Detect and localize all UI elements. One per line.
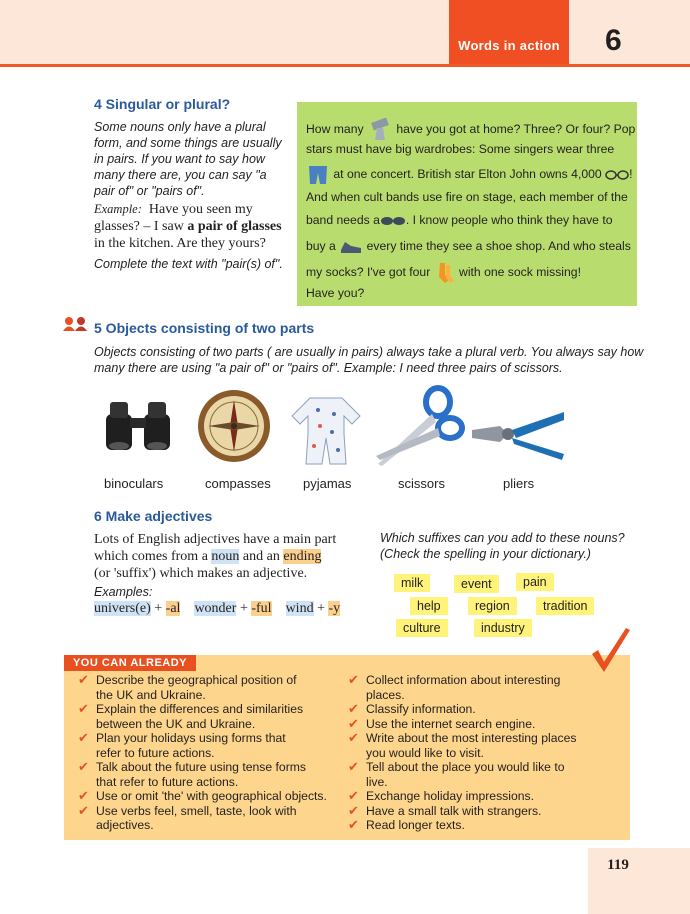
tie-icon [367, 118, 393, 142]
socks-icon [434, 262, 456, 284]
skill-item [346, 760, 616, 789]
ex6-question [380, 530, 650, 562]
skill-item [76, 804, 354, 833]
examples-row [94, 600, 340, 617]
skill-item [346, 804, 616, 819]
text-line-2 [306, 142, 614, 156]
skill-line: Classify information. [366, 702, 476, 716]
noun-chip: help [410, 597, 448, 615]
example-noun: univers(e) [94, 601, 151, 616]
scissors-image [372, 384, 468, 468]
example-suffix: -al [165, 601, 181, 616]
pair-work-icon [62, 316, 88, 332]
question-line: Which suffixes can you add to these nouns? [380, 531, 625, 545]
skill-line: live. [366, 774, 388, 789]
text-line-5 [306, 213, 613, 227]
ex4-task: Complete the text with "pair(s) of". [94, 257, 283, 271]
skill-line: Tell about the place you would like to [366, 760, 565, 774]
ex4-intro [94, 119, 294, 199]
skill-line: Have a small talk with strangers. [366, 803, 542, 818]
skill-line: Use or omit 'the' with geographical objects. [96, 789, 327, 803]
ex4-heading: 4 Singular or plural? [94, 96, 231, 112]
noun-chip: pain [516, 573, 554, 591]
plus-sign: + [154, 601, 163, 616]
pyjamas-image [290, 394, 362, 466]
noun-chip: event [454, 575, 499, 593]
binoculars-image [100, 400, 178, 452]
text-seg: band needs a [306, 213, 380, 227]
ex6-text-seg: and an [242, 549, 280, 564]
examples-label: Examples: [94, 585, 153, 599]
ex4-intro-line: Some nouns only have a plural [94, 120, 266, 134]
label-binoculars: binoculars [104, 476, 164, 491]
text-seg: . I know people who think they have to [405, 213, 613, 227]
ex4-intro-line: pair of" or "pairs of". [94, 184, 205, 198]
skill-item [346, 818, 616, 833]
example-noun: wind [285, 601, 314, 616]
skill-item [346, 717, 616, 732]
text-seg: How many [306, 122, 364, 137]
ex5-heading: 5 Objects consisting of two parts [94, 320, 315, 336]
text-line-3 [306, 164, 632, 186]
unit-title: Words in action [458, 38, 560, 53]
question-line: (Check the spelling in your dictionary.) [380, 547, 591, 561]
skill-line: between the UK and Ukraine. [96, 716, 256, 731]
noun-chip: tradition [536, 597, 594, 615]
highlight-ending: ending [283, 549, 322, 564]
text-seg: with one sock missing! [459, 265, 581, 280]
example-suffix: -y [328, 601, 341, 616]
example-label: Example: [94, 202, 142, 216]
skill-item [76, 673, 354, 702]
ex5-text-line: many there are using "a pair of" or "pairs of". Example: I need three pairs of scissors. [94, 361, 563, 375]
example-text: glasses? – I saw [94, 219, 184, 234]
skill-line: Write about the most interesting places [366, 731, 577, 745]
skill-line: Talk about the future using tense forms [96, 760, 307, 774]
noun-chip: industry [474, 619, 532, 637]
skill-item [346, 702, 616, 717]
highlight-noun: noun [211, 549, 240, 564]
skill-item [346, 731, 616, 760]
noun-chip: milk [394, 574, 430, 592]
label-scissors: scissors [398, 476, 445, 491]
skill-line: Explain the differences and similarities [96, 702, 304, 716]
ex6-heading: 6 Make adjectives [94, 508, 213, 524]
skill-line: Use verbs feel, smell, taste, look with [96, 803, 297, 818]
skill-line: Describe the geographical position of [96, 673, 297, 687]
plus-sign: + [317, 601, 325, 616]
text-seg: every time they see a shoe shop. And who steals [366, 239, 631, 254]
skill-line: Use the internet search engine. [366, 716, 536, 731]
text-seg: And when cult bands use fire on stage, each member of the [306, 190, 628, 204]
glasses-icon [605, 169, 629, 181]
skill-line: the UK and Ukraine. [96, 687, 206, 702]
jeans-icon [306, 164, 330, 186]
text-seg: ! [629, 167, 633, 182]
ex6-text-seg: which comes from a [94, 549, 208, 564]
text-seg: Have you? [306, 286, 365, 300]
gloves-icon [380, 215, 406, 227]
unit-number: 6 [605, 24, 622, 57]
noun-chip: region [468, 597, 517, 615]
skill-line: places. [366, 687, 405, 702]
skill-item [346, 673, 616, 702]
unit-tab [449, 0, 569, 64]
skill-line: you would like to visit. [366, 745, 484, 760]
example-suffix: -ful [251, 601, 272, 616]
ex6-text-line: Lots of English adjectives have a main part [94, 532, 337, 547]
example-bold: a pair of glasses [187, 219, 282, 234]
text-line-1 [306, 118, 635, 142]
example-text: in the kitchen. Are they yours? [94, 236, 266, 251]
skill-item [76, 760, 354, 789]
skill-line: adjectives. [96, 818, 154, 832]
ex4-intro-line: form, and some things are usually [94, 136, 282, 150]
text-seg: have you got at home? Three? Or four? Pop [396, 122, 636, 137]
skill-item [76, 789, 354, 804]
ex6-text-line: (or 'suffix') which makes an adjective. [94, 566, 308, 581]
ex6-text [94, 531, 374, 582]
shoes-icon [339, 238, 363, 256]
skill-line: Read longer texts. [366, 818, 465, 832]
skill-item [76, 731, 354, 760]
page-number: 119 [607, 857, 629, 873]
header-bar [0, 0, 690, 67]
pliers-image [470, 408, 566, 460]
skill-item [76, 702, 354, 731]
ex4-intro-line: in pairs. If you want to say how [94, 152, 265, 166]
skills-list-left [76, 673, 354, 833]
text-seg: stars must have big wardrobes: Some singers wear three [306, 142, 615, 156]
text-line-8 [306, 286, 364, 300]
skill-line: refer to future actions. [96, 745, 215, 760]
skill-line: Plan your holidays using forms that [96, 731, 286, 745]
skills-list-right [346, 673, 616, 833]
ex5-text-line: Objects consisting of two parts ( are usually in pairs) always take a plural verb. You always say how [94, 345, 644, 359]
text-seg: at one concert. British star Elton John owns 4,000 [333, 167, 602, 182]
skill-line: Exchange holiday impressions. [366, 789, 535, 803]
plus-sign: + [239, 601, 248, 616]
compass-image [196, 388, 272, 464]
text-line-6 [306, 238, 631, 256]
skill-line: that refer to future actions. [96, 774, 239, 789]
you-can-already-label: YOU CAN ALREADY [64, 655, 196, 671]
example-text: Have you seen my [148, 202, 253, 217]
skill-line: Collect information about interesting [366, 673, 561, 687]
text-line-7 [306, 262, 581, 284]
label-pyjamas: pyjamas [303, 476, 352, 491]
ex5-text [94, 344, 654, 376]
text-seg: buy a [306, 239, 336, 254]
label-pliers: pliers [503, 476, 535, 491]
example-noun: wonder [194, 601, 237, 616]
text-line-4 [306, 190, 628, 204]
ex4-intro-line: many there are, you can say "a [94, 168, 267, 182]
big-check-icon [590, 628, 632, 678]
skill-item [346, 789, 616, 804]
noun-chip: culture [396, 619, 448, 637]
text-seg: my socks? I've got four [306, 265, 431, 280]
ex4-example [94, 201, 299, 252]
label-compasses: compasses [205, 476, 271, 491]
